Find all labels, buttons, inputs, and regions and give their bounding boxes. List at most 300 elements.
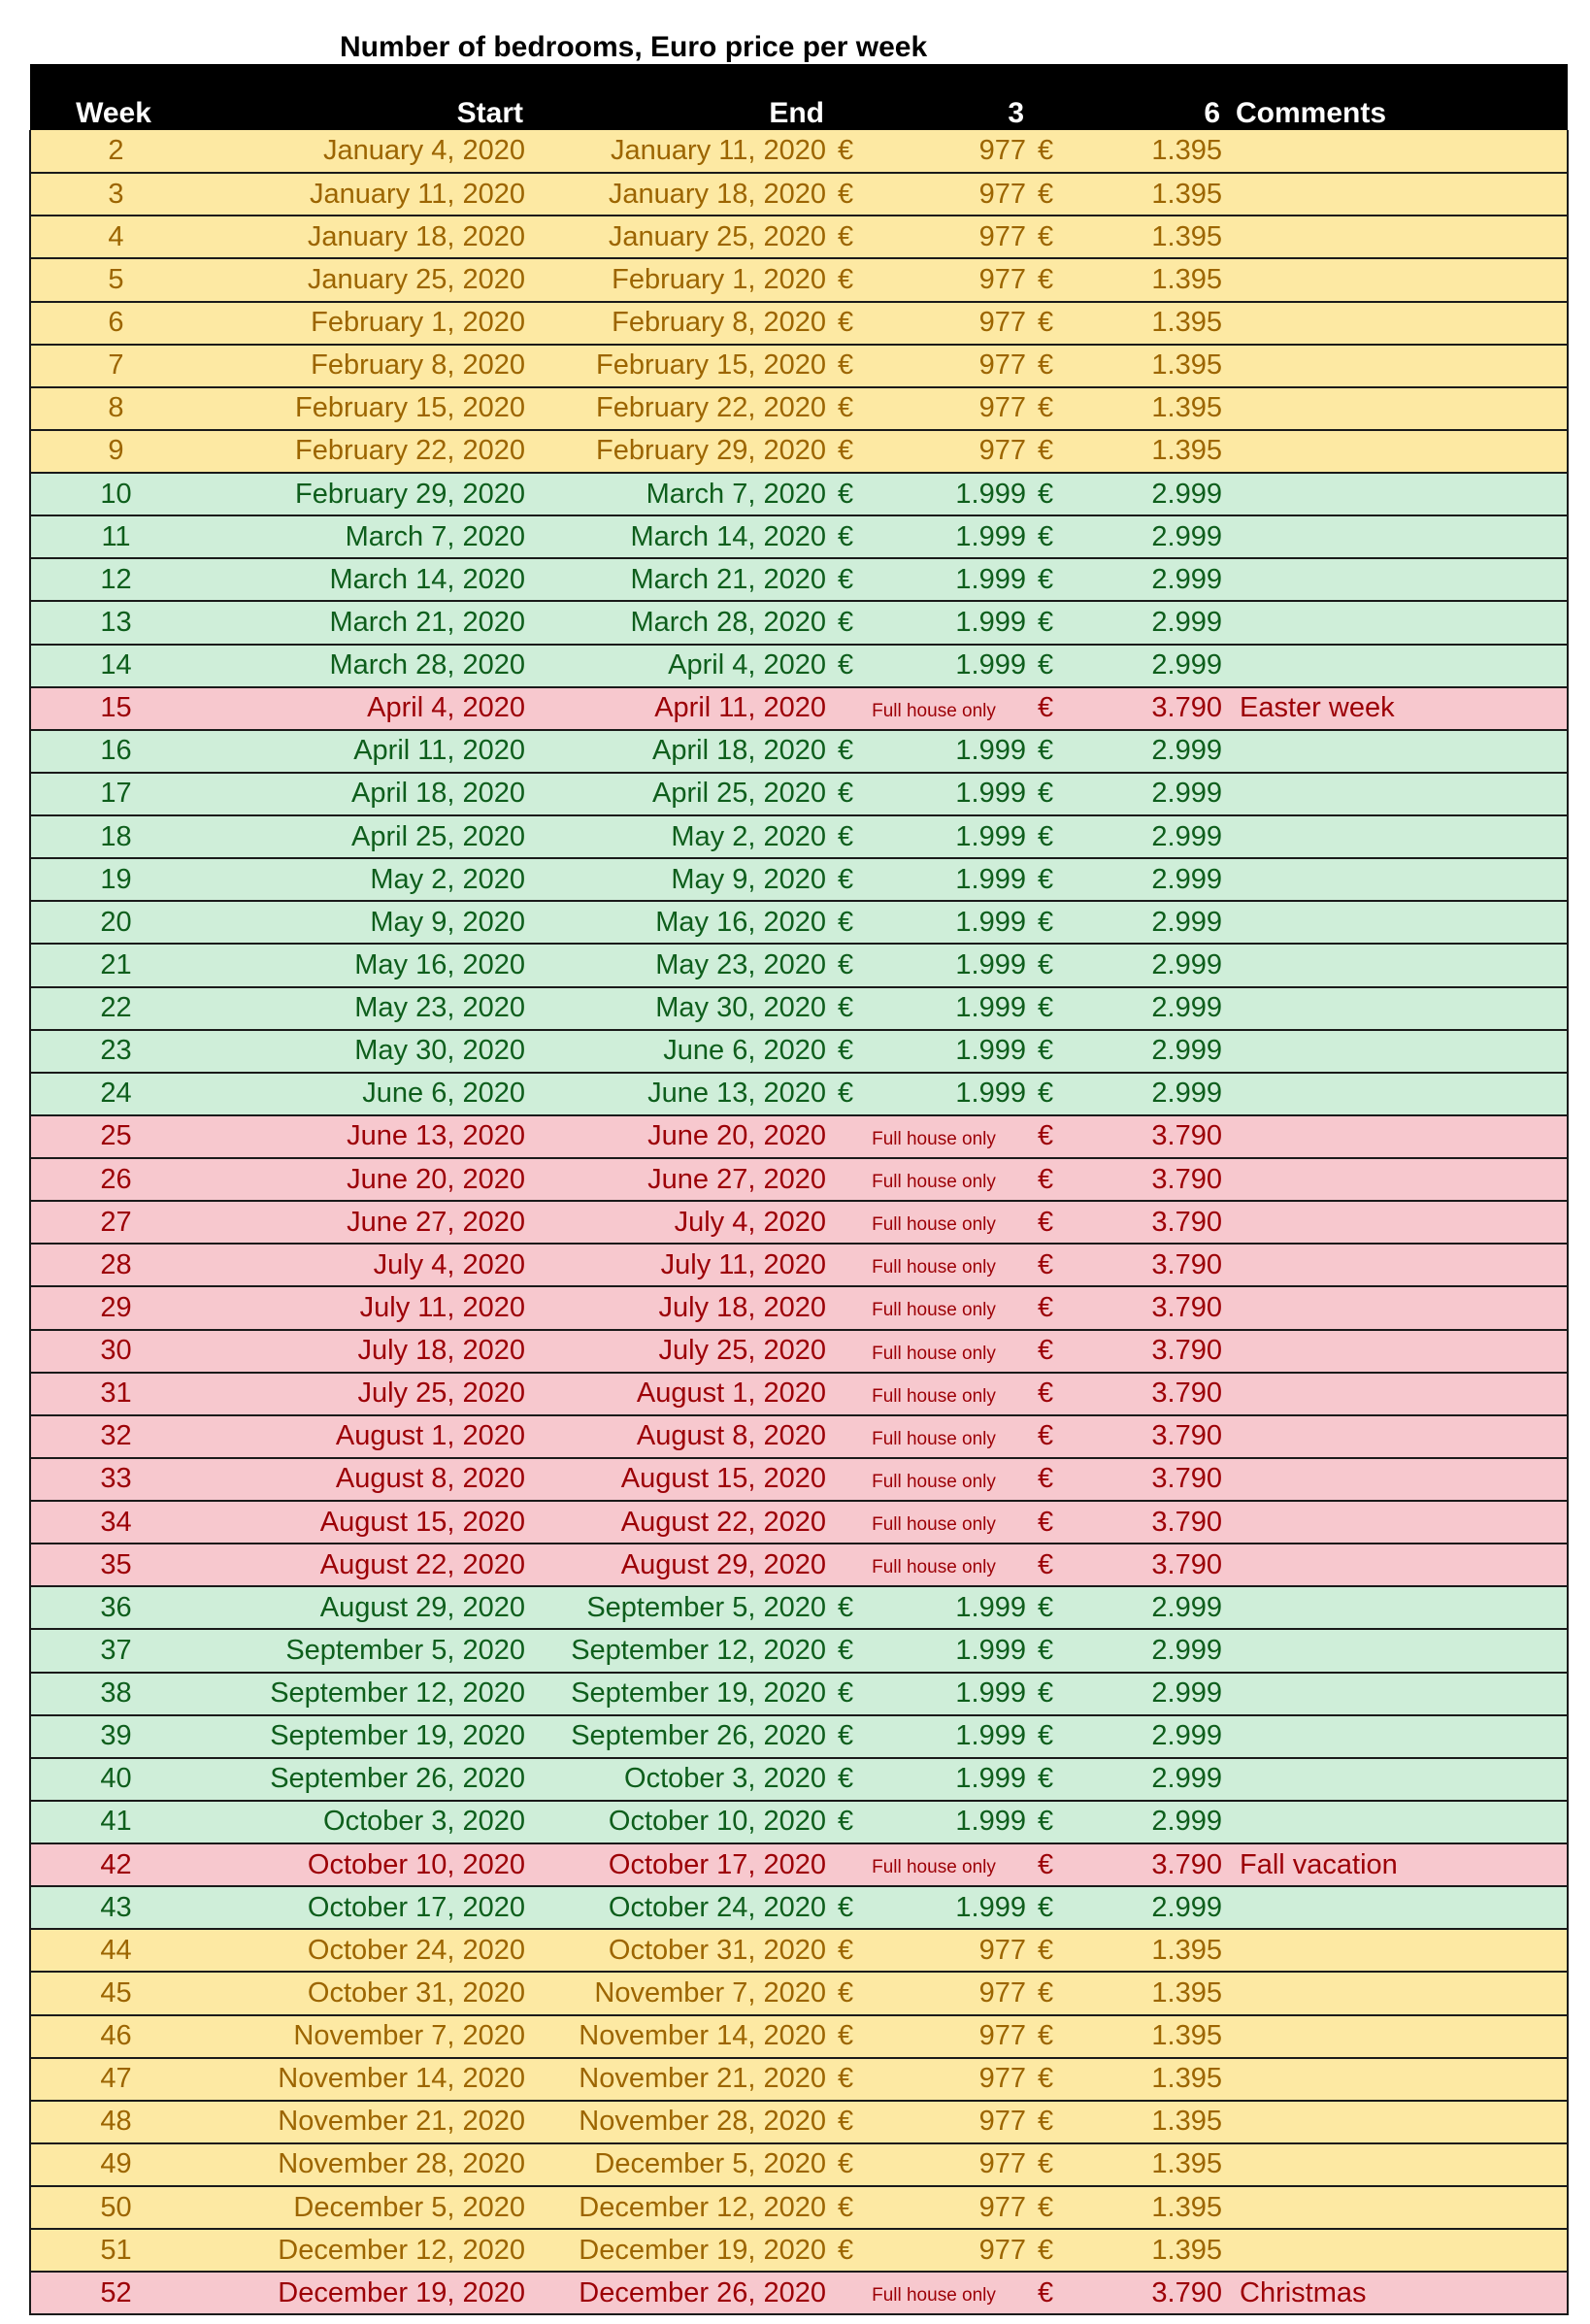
header-week: Week	[76, 97, 151, 129]
week-cell: 51	[30, 2229, 201, 2272]
euro-sign: €	[1034, 1843, 1067, 1886]
end-date-cell: December 5, 2020	[533, 2143, 834, 2186]
price-6-bedrooms-cell: 1.395	[1067, 2186, 1230, 2229]
comment-cell	[1230, 1073, 1568, 1115]
end-date-cell: March 28, 2020	[533, 601, 834, 644]
euro-sign: €	[834, 944, 867, 986]
euro-sign: €	[1034, 1544, 1067, 1586]
table-row	[30, 1073, 1568, 1115]
price-6-bedrooms-cell: 2.999	[1067, 858, 1230, 901]
table-row	[30, 515, 1568, 558]
start-date-cell: November 21, 2020	[201, 2101, 533, 2143]
start-date-cell: August 29, 2020	[201, 1586, 533, 1629]
euro-sign: €	[834, 1629, 867, 1672]
start-date-cell: August 8, 2020	[201, 1458, 533, 1501]
euro-sign: €	[1034, 1586, 1067, 1629]
price-6-bedrooms-cell: 2.999	[1067, 773, 1230, 815]
euro-sign: €	[834, 473, 867, 515]
start-date-cell: July 4, 2020	[201, 1244, 533, 1286]
euro-sign: €	[1034, 430, 1067, 473]
week-cell: 38	[30, 1673, 201, 1715]
start-date-cell: September 12, 2020	[201, 1673, 533, 1715]
price-6-bedrooms-cell: 3.790	[1067, 1330, 1230, 1373]
euro-sign: €	[834, 901, 867, 944]
header-spacer	[834, 64, 867, 130]
comment-cell	[1230, 473, 1568, 515]
euro-sign: €	[1034, 2229, 1067, 2272]
euro-sign: €	[1034, 901, 1067, 944]
euro-sign: €	[1034, 1972, 1067, 2014]
table-row	[30, 258, 1568, 301]
end-date-cell: August 1, 2020	[533, 1373, 834, 1415]
euro-sign: €	[1034, 1373, 1067, 1415]
comment-cell	[1230, 1286, 1568, 1329]
table-row	[30, 216, 1568, 258]
week-cell: 49	[30, 2143, 201, 2186]
end-date-cell: August 22, 2020	[533, 1501, 834, 1544]
euro-sign: €	[1034, 815, 1067, 858]
comment-cell	[1230, 2143, 1568, 2186]
week-cell: 41	[30, 1801, 201, 1843]
start-date-cell: June 20, 2020	[201, 1158, 533, 1201]
week-cell: 23	[30, 1030, 201, 1073]
comment-cell	[1230, 1201, 1568, 1244]
week-cell: 44	[30, 1929, 201, 1972]
week-cell: 11	[30, 515, 201, 558]
price-3-bedrooms-cell: 977	[867, 1929, 1034, 1972]
euro-sign: €	[834, 1673, 867, 1715]
price-3-bedrooms-cell: 977	[867, 387, 1034, 430]
full-house-only-label: Full house only	[834, 1115, 1034, 1158]
euro-sign: €	[1034, 1715, 1067, 1758]
table-row	[30, 1330, 1568, 1373]
table-row	[30, 858, 1568, 901]
euro-sign: €	[834, 1586, 867, 1629]
table-row	[30, 1244, 1568, 1286]
start-date-cell: November 28, 2020	[201, 2143, 533, 2186]
price-6-bedrooms-cell: 3.790	[1067, 1286, 1230, 1329]
start-date-cell: April 18, 2020	[201, 773, 533, 815]
price-6-bedrooms-cell: 2.999	[1067, 473, 1230, 515]
euro-sign: €	[1034, 2186, 1067, 2229]
week-cell: 8	[30, 387, 201, 430]
price-3-bedrooms-cell: 1.999	[867, 558, 1034, 601]
full-house-only-label: Full house only	[834, 2272, 1034, 2314]
euro-sign: €	[834, 1886, 867, 1929]
price-6-bedrooms-cell: 3.790	[1067, 1415, 1230, 1458]
end-date-cell: February 22, 2020	[533, 387, 834, 430]
week-cell: 19	[30, 858, 201, 901]
euro-sign: €	[834, 515, 867, 558]
euro-sign: €	[1034, 345, 1067, 387]
end-date-cell: April 11, 2020	[533, 687, 834, 730]
start-date-cell: September 26, 2020	[201, 1758, 533, 1801]
week-cell: 36	[30, 1586, 201, 1629]
euro-sign: €	[834, 601, 867, 644]
week-cell: 3	[30, 173, 201, 216]
full-house-only-label: Full house only	[834, 1544, 1034, 1586]
table-row	[30, 901, 1568, 944]
price-3-bedrooms-cell: 1.999	[867, 987, 1034, 1030]
week-cell: 15	[30, 687, 201, 730]
price-table	[29, 64, 1569, 2315]
price-3-bedrooms-cell: 977	[867, 173, 1034, 216]
week-cell: 10	[30, 473, 201, 515]
start-date-cell: July 18, 2020	[201, 1330, 533, 1373]
price-6-bedrooms-cell: 2.999	[1067, 987, 1230, 1030]
euro-sign: €	[834, 987, 867, 1030]
week-cell: 2	[30, 130, 201, 173]
euro-sign: €	[1034, 1501, 1067, 1544]
comment-cell	[1230, 1158, 1568, 1201]
euro-sign: €	[1034, 1886, 1067, 1929]
euro-sign: €	[834, 1758, 867, 1801]
end-date-cell: July 4, 2020	[533, 1201, 834, 1244]
start-date-cell: May 16, 2020	[201, 944, 533, 986]
start-date-cell: June 27, 2020	[201, 1201, 533, 1244]
price-6-bedrooms-cell: 3.790	[1067, 1201, 1230, 1244]
euro-sign: €	[834, 130, 867, 173]
week-cell: 29	[30, 1286, 201, 1329]
start-date-cell: March 14, 2020	[201, 558, 533, 601]
full-house-only-label: Full house only	[834, 1415, 1034, 1458]
table-row	[30, 645, 1568, 687]
start-date-cell: January 4, 2020	[201, 130, 533, 173]
euro-sign: €	[1034, 558, 1067, 601]
week-cell: 22	[30, 987, 201, 1030]
start-date-cell: February 22, 2020	[201, 430, 533, 473]
week-cell: 47	[30, 2058, 201, 2101]
table-row	[30, 1501, 1568, 1544]
start-date-cell: October 31, 2020	[201, 1972, 533, 2014]
start-date-cell: February 15, 2020	[201, 387, 533, 430]
week-cell: 28	[30, 1244, 201, 1286]
euro-sign: €	[834, 345, 867, 387]
week-cell: 9	[30, 430, 201, 473]
euro-sign: €	[1034, 1286, 1067, 1329]
start-date-cell: September 5, 2020	[201, 1629, 533, 1672]
table-row	[30, 2015, 1568, 2058]
price-3-bedrooms-cell: 1.999	[867, 1715, 1034, 1758]
euro-sign: €	[1034, 1073, 1067, 1115]
price-3-bedrooms-cell: 1.999	[867, 1629, 1034, 1672]
comment-cell	[1230, 1801, 1568, 1843]
euro-sign: €	[1034, 987, 1067, 1030]
comment-cell	[1230, 515, 1568, 558]
price-6-bedrooms-cell: 2.999	[1067, 1886, 1230, 1929]
header-6-bedrooms: 6	[1204, 97, 1220, 129]
start-date-cell: April 11, 2020	[201, 730, 533, 773]
week-cell: 24	[30, 1073, 201, 1115]
start-date-cell: December 5, 2020	[201, 2186, 533, 2229]
week-cell: 33	[30, 1458, 201, 1501]
euro-sign: €	[1034, 2101, 1067, 2143]
euro-sign: €	[834, 216, 867, 258]
comment-cell	[1230, 1629, 1568, 1672]
start-date-cell: October 3, 2020	[201, 1801, 533, 1843]
end-date-cell: April 18, 2020	[533, 730, 834, 773]
euro-sign: €	[1034, 2272, 1067, 2314]
week-cell: 42	[30, 1843, 201, 1886]
start-date-cell: November 7, 2020	[201, 2015, 533, 2058]
price-6-bedrooms-cell: 1.395	[1067, 173, 1230, 216]
price-3-bedrooms-cell: 977	[867, 345, 1034, 387]
price-6-bedrooms-cell: 2.999	[1067, 645, 1230, 687]
end-date-cell: May 30, 2020	[533, 987, 834, 1030]
comment-cell: Fall vacation	[1230, 1843, 1568, 1886]
euro-sign: €	[1034, 730, 1067, 773]
start-date-cell: August 22, 2020	[201, 1544, 533, 1586]
end-date-cell: April 25, 2020	[533, 773, 834, 815]
euro-sign: €	[1034, 302, 1067, 345]
table-row	[30, 173, 1568, 216]
comment-cell	[1230, 387, 1568, 430]
price-3-bedrooms-cell: 1.999	[867, 515, 1034, 558]
week-cell: 34	[30, 1501, 201, 1544]
comment-cell	[1230, 1330, 1568, 1373]
full-house-only-label: Full house only	[834, 1201, 1034, 1244]
price-3-bedrooms-cell: 977	[867, 2015, 1034, 2058]
end-date-cell: January 18, 2020	[533, 173, 834, 216]
table-row	[30, 2143, 1568, 2186]
table-row	[30, 1673, 1568, 1715]
euro-sign: €	[1034, 2015, 1067, 2058]
end-date-cell: October 31, 2020	[533, 1929, 834, 1972]
comment-cell	[1230, 2101, 1568, 2143]
week-cell: 20	[30, 901, 201, 944]
price-3-bedrooms-cell: 1.999	[867, 773, 1034, 815]
full-house-only-label: Full house only	[834, 1373, 1034, 1415]
comment-cell	[1230, 130, 1568, 173]
full-house-only-label: Full house only	[834, 1158, 1034, 1201]
table-row	[30, 1629, 1568, 1672]
week-cell: 27	[30, 1201, 201, 1244]
price-3-bedrooms-cell: 1.999	[867, 645, 1034, 687]
week-cell: 26	[30, 1158, 201, 1201]
price-3-bedrooms-cell: 977	[867, 216, 1034, 258]
start-date-cell: July 11, 2020	[201, 1286, 533, 1329]
table-row	[30, 2058, 1568, 2101]
start-date-cell: August 1, 2020	[201, 1415, 533, 1458]
price-3-bedrooms-cell: 977	[867, 2058, 1034, 2101]
price-6-bedrooms-cell: 2.999	[1067, 1758, 1230, 1801]
comment-cell	[1230, 1886, 1568, 1929]
full-house-only-label: Full house only	[834, 1843, 1034, 1886]
table-row	[30, 987, 1568, 1030]
header-end: End	[769, 97, 824, 129]
week-cell: 35	[30, 1544, 201, 1586]
end-date-cell: October 3, 2020	[533, 1758, 834, 1801]
week-cell: 40	[30, 1758, 201, 1801]
euro-sign: €	[834, 2058, 867, 2101]
price-6-bedrooms-cell: 3.790	[1067, 1373, 1230, 1415]
end-date-cell: December 26, 2020	[533, 2272, 834, 2314]
header-spacer	[1034, 64, 1067, 130]
price-3-bedrooms-cell: 1.999	[867, 944, 1034, 986]
week-cell: 17	[30, 773, 201, 815]
week-cell: 46	[30, 2015, 201, 2058]
euro-sign: €	[834, 1972, 867, 2014]
end-date-cell: March 7, 2020	[533, 473, 834, 515]
end-date-cell: February 29, 2020	[533, 430, 834, 473]
table-row	[30, 2272, 1568, 2314]
comment-cell: Christmas	[1230, 2272, 1568, 2314]
comment-cell	[1230, 173, 1568, 216]
table-row	[30, 601, 1568, 644]
comment-cell	[1230, 1929, 1568, 1972]
start-date-cell: February 29, 2020	[201, 473, 533, 515]
full-house-only-label: Full house only	[834, 1244, 1034, 1286]
week-cell: 43	[30, 1886, 201, 1929]
end-date-cell: September 5, 2020	[533, 1586, 834, 1629]
end-date-cell: May 16, 2020	[533, 901, 834, 944]
euro-sign: €	[834, 1030, 867, 1073]
end-date-cell: March 14, 2020	[533, 515, 834, 558]
price-6-bedrooms-cell: 2.999	[1067, 1030, 1230, 1073]
euro-sign: €	[1034, 1030, 1067, 1073]
comment-cell	[1230, 1415, 1568, 1458]
comment-cell	[1230, 1673, 1568, 1715]
price-3-bedrooms-cell: 1.999	[867, 1673, 1034, 1715]
euro-sign: €	[834, 1929, 867, 1972]
price-6-bedrooms-cell: 3.790	[1067, 1115, 1230, 1158]
euro-sign: €	[1034, 1115, 1067, 1158]
price-3-bedrooms-cell: 977	[867, 2186, 1034, 2229]
week-cell: 5	[30, 258, 201, 301]
comment-cell	[1230, 345, 1568, 387]
end-date-cell: December 12, 2020	[533, 2186, 834, 2229]
comment-cell	[1230, 2015, 1568, 2058]
end-date-cell: December 19, 2020	[533, 2229, 834, 2272]
end-date-cell: June 27, 2020	[533, 1158, 834, 1201]
start-date-cell: July 25, 2020	[201, 1373, 533, 1415]
table-row	[30, 1843, 1568, 1886]
euro-sign: €	[834, 558, 867, 601]
table-row	[30, 1801, 1568, 1843]
price-6-bedrooms-cell: 2.999	[1067, 558, 1230, 601]
comment-cell: Easter week	[1230, 687, 1568, 730]
comment-cell	[1230, 2186, 1568, 2229]
price-3-bedrooms-cell: 1.999	[867, 901, 1034, 944]
table-row	[30, 687, 1568, 730]
full-house-only-label: Full house only	[834, 1330, 1034, 1373]
price-3-bedrooms-cell: 977	[867, 2101, 1034, 2143]
price-3-bedrooms-cell: 1.999	[867, 858, 1034, 901]
end-date-cell: June 6, 2020	[533, 1030, 834, 1073]
comment-cell	[1230, 1244, 1568, 1286]
start-date-cell: February 1, 2020	[201, 302, 533, 345]
start-date-cell: January 25, 2020	[201, 258, 533, 301]
full-house-only-label: Full house only	[834, 1458, 1034, 1501]
table-row	[30, 1286, 1568, 1329]
header-row	[30, 64, 1568, 130]
price-6-bedrooms-cell: 2.999	[1067, 815, 1230, 858]
euro-sign: €	[834, 1715, 867, 1758]
euro-sign: €	[834, 2143, 867, 2186]
end-date-cell: February 15, 2020	[533, 345, 834, 387]
end-date-cell: January 11, 2020	[533, 130, 834, 173]
table-row	[30, 1586, 1568, 1629]
comment-cell	[1230, 815, 1568, 858]
week-cell: 45	[30, 1972, 201, 2014]
week-cell: 12	[30, 558, 201, 601]
start-date-cell: May 30, 2020	[201, 1030, 533, 1073]
euro-sign: €	[834, 730, 867, 773]
euro-sign: €	[1034, 1330, 1067, 1373]
comment-cell	[1230, 2229, 1568, 2272]
table-row	[30, 730, 1568, 773]
price-6-bedrooms-cell: 2.999	[1067, 730, 1230, 773]
price-3-bedrooms-cell: 1.999	[867, 473, 1034, 515]
euro-sign: €	[1034, 601, 1067, 644]
euro-sign: €	[834, 773, 867, 815]
week-cell: 52	[30, 2272, 201, 2314]
euro-sign: €	[1034, 687, 1067, 730]
price-6-bedrooms-cell: 2.999	[1067, 1801, 1230, 1843]
header-comments: Comments	[1236, 97, 1387, 129]
table-row	[30, 1373, 1568, 1415]
euro-sign: €	[1034, 1673, 1067, 1715]
header-start: Start	[456, 97, 523, 129]
table-row	[30, 387, 1568, 430]
table-row	[30, 773, 1568, 815]
euro-sign: €	[1034, 1244, 1067, 1286]
price-6-bedrooms-cell: 3.790	[1067, 1244, 1230, 1286]
table-row	[30, 1201, 1568, 1244]
week-cell: 48	[30, 2101, 201, 2143]
euro-sign: €	[1034, 1929, 1067, 1972]
euro-sign: €	[1034, 1458, 1067, 1501]
comment-cell	[1230, 216, 1568, 258]
end-date-cell: November 21, 2020	[533, 2058, 834, 2101]
comment-cell	[1230, 901, 1568, 944]
euro-sign: €	[1034, 1801, 1067, 1843]
price-6-bedrooms-cell: 2.999	[1067, 1629, 1230, 1672]
euro-sign: €	[834, 858, 867, 901]
start-date-cell: October 17, 2020	[201, 1886, 533, 1929]
euro-sign: €	[1034, 773, 1067, 815]
table-row	[30, 1886, 1568, 1929]
euro-sign: €	[834, 173, 867, 216]
price-6-bedrooms-cell: 1.395	[1067, 2015, 1230, 2058]
end-date-cell: June 20, 2020	[533, 1115, 834, 1158]
start-date-cell: April 25, 2020	[201, 815, 533, 858]
euro-sign: €	[1034, 173, 1067, 216]
euro-sign: €	[1034, 1415, 1067, 1458]
week-cell: 31	[30, 1373, 201, 1415]
week-cell: 50	[30, 2186, 201, 2229]
price-6-bedrooms-cell: 1.395	[1067, 2143, 1230, 2186]
price-6-bedrooms-cell: 3.790	[1067, 1544, 1230, 1586]
price-6-bedrooms-cell: 3.790	[1067, 687, 1230, 730]
end-date-cell: November 14, 2020	[533, 2015, 834, 2058]
sheet-title: Number of bedrooms, Euro price per week	[340, 31, 928, 63]
table-row	[30, 1030, 1568, 1073]
end-date-cell: November 28, 2020	[533, 2101, 834, 2143]
price-6-bedrooms-cell: 3.790	[1067, 1501, 1230, 1544]
price-3-bedrooms-cell: 977	[867, 430, 1034, 473]
price-6-bedrooms-cell: 2.999	[1067, 1673, 1230, 1715]
price-6-bedrooms-cell: 1.395	[1067, 302, 1230, 345]
comment-cell	[1230, 2058, 1568, 2101]
table-row	[30, 815, 1568, 858]
end-date-cell: February 8, 2020	[533, 302, 834, 345]
end-date-cell: August 8, 2020	[533, 1415, 834, 1458]
price-3-bedrooms-cell: 1.999	[867, 1073, 1034, 1115]
table-row	[30, 2229, 1568, 2272]
price-3-bedrooms-cell: 977	[867, 2229, 1034, 2272]
comment-cell	[1230, 645, 1568, 687]
